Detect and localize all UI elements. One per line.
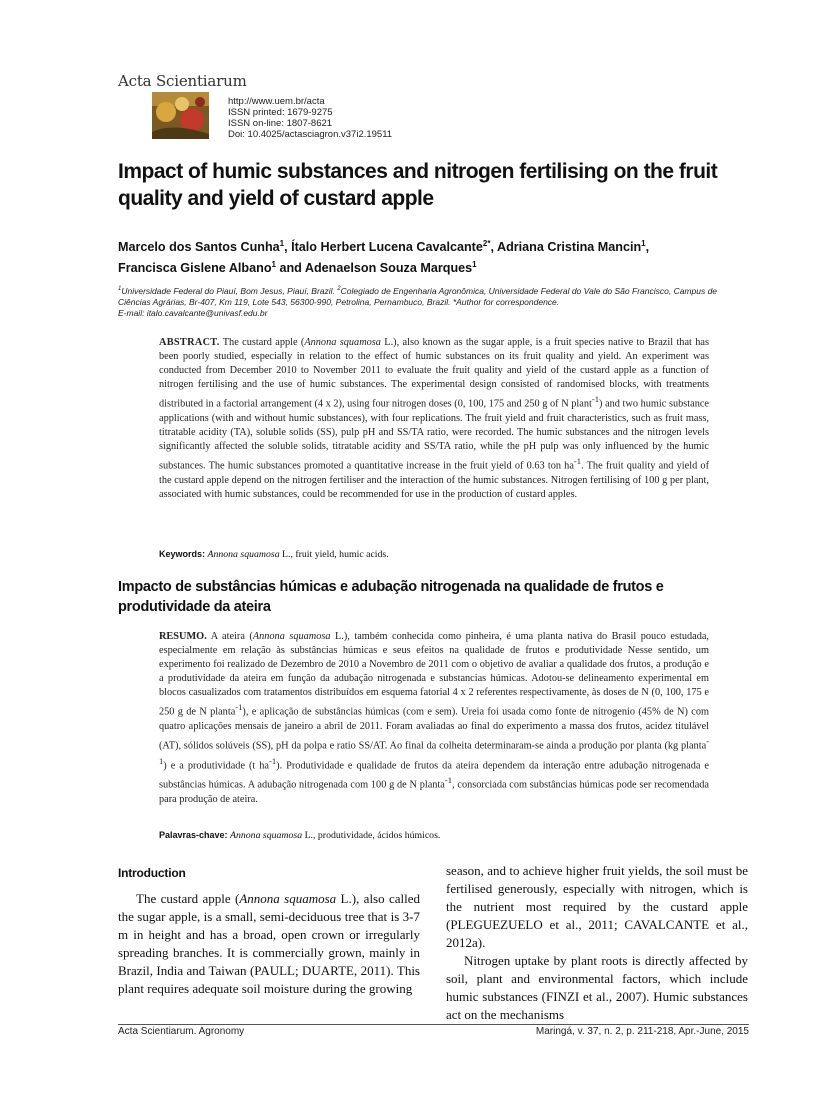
author-mark: 1: [271, 260, 276, 270]
species-name: Annona squamosa: [207, 549, 280, 560]
author-separator: and: [275, 261, 305, 276]
superscript: -1: [591, 394, 600, 405]
palavras-text: L., produtividade, ácidos húmicos.: [302, 830, 441, 841]
resumo-text: ) e a produtividade (t ha: [163, 760, 269, 772]
affil-2: Colegiado de Engenharia Agronômica, Universidade Federal do Vale do São Francisco, Campus de Ciências Agrárias, Br-407, Km 119, Lote 543, 56300-990, Petrolina, Pernambuco, Brazil. *Author for correspondence.: [118, 285, 718, 307]
intro-left-column: [118, 890, 420, 998]
author-separator: ,: [645, 240, 650, 255]
paragraph: season, and to achieve higher fruit yields, the soil must be fertilised generously, especially with nitrogen, which is the nutrient most required by the custard apple (PLEGUEZUELO et al., 2011; CAVALCANTE et al., 2012a).: [446, 863, 748, 950]
abstract-label: ABSTRACT.: [159, 337, 220, 348]
author-name: Ítalo Herbert Lucena Cavalcante: [291, 240, 483, 255]
portuguese-title: Impacto de substâncias húmicas e adubação nitrogenada na qualidade de frutos e produtividade da ateira: [118, 579, 664, 615]
resumo-label: RESUMO.: [159, 631, 207, 642]
affiliations: [118, 284, 728, 319]
footer-citation: Maringá, v. 37, n. 2, p. 211-218, Apr.-June, 2015: [535, 1026, 749, 1037]
journal-meta: [228, 96, 392, 140]
species-name: Annona squamosa: [230, 830, 303, 841]
abstract-text: The custard apple (: [219, 337, 305, 348]
doi[interactable]: Doi: 10.4025/actasciagron.v37i2.19511: [228, 129, 393, 140]
author-mark: 1: [279, 239, 285, 248]
keywords-text: L., fruit yield, humic acids.: [279, 549, 389, 560]
author-name: Adenaelson Souza Marques: [304, 261, 473, 276]
palavras-chave: [159, 830, 709, 841]
author-separator: ,: [490, 240, 497, 255]
intro-right-column: [446, 862, 748, 1024]
superscript: -1: [573, 456, 582, 467]
journal-url[interactable]: http://www.uem.br/acta: [228, 96, 325, 107]
species-name: Annona squamosa: [304, 337, 381, 348]
issn-printed: ISSN printed: 1679-9275: [228, 107, 333, 118]
author-mark: 1: [472, 260, 477, 270]
correspondence-email[interactable]: E-mail: italo.cavalcante@univasf.edu.br: [118, 307, 268, 318]
abstract-text: L.), also known as the sugar apple, is a fruit species native to Brazil that has been poorly studied, especially in relation to the effect of humic substances on its fruit quality and yield. An experiment was conducted from December 2010 to November 2011 to evaluate the fruit quality and yield of the custard apple as a function of nitrogen fertilising and the use of humic substances. The experimental design consisted of randomised blocks, with treatments distributed in a factorial arrangement (4 x 2), using four nitrogen doses (0, 100, 175 and 250 g of N plant: [159, 337, 709, 410]
resumo-text: A ateira (: [206, 631, 253, 642]
author-name: Marcelo dos Santos Cunha: [118, 240, 280, 255]
affil-mark: 2: [337, 286, 341, 292]
author-mark: 1: [641, 239, 646, 248]
superscript: -1: [444, 775, 453, 786]
journal-name: Acta Scientiarum: [118, 72, 247, 90]
footer-divider: [118, 1024, 749, 1025]
author-name: Francisca Gislene Albano: [118, 261, 272, 276]
resumo-text: ), e aplicação de substâncias húmicas (com e sem). Ureia foi usada como fonte de nitrogenio (45% de N) com quatro aplicações mensais de janeiro a abril de 2011. Foram avaliadas ao final do experimento a massa dos frutos, acidez titulável (AT), sólidos solúveis (SS), pH da polpa e ratio SS/AT. Ao final da colheita determinaram-se ainda a produção por planta (kg planta: [159, 706, 709, 752]
introduction-heading: Introduction: [118, 866, 186, 880]
abstract: [159, 336, 709, 502]
species-name: Annona squamosa: [252, 631, 331, 642]
superscript: -1: [235, 702, 243, 713]
author-separator: ,: [284, 240, 292, 255]
author-name: Adriana Cristina Mancin: [496, 240, 642, 255]
paragraph: [118, 890, 420, 998]
paragraph: Nitrogen uptake by plant roots is directly affected by soil, plant and environmental factors, which include humic substances (FINZI et al., 2007). Humic substances act on the mechanisms: [446, 953, 748, 1022]
paragraph-text: The custard apple (: [136, 891, 240, 906]
author-mark: 2*: [482, 239, 491, 248]
author-list: [118, 235, 728, 277]
issn-online: ISSN on-line: 1807-8621: [228, 118, 333, 129]
journal-logo-image: [152, 92, 209, 139]
paragraph-text: L.), also called the sugar apple, is a small, semi-deciduous tree that is 3-7 m in height and has a broad, open crown or irregularly spreading branches. It is commercially grown, mainly in Brazil, India and Taiwan (PAULL; DUARTE, 2011). This plant requires adequate soil moisture during the growing: [118, 891, 421, 996]
species-name: Annona squamosa: [239, 891, 337, 906]
resumo: [159, 630, 709, 807]
footer-journal: Acta Scientiarum. Agronomy: [118, 1026, 245, 1037]
keywords: [159, 549, 709, 560]
superscript: -1: [159, 736, 709, 766]
resumo-text: ). Produtividade e qualidade de frutos da ateira dependem da interação entre adubação nitrogenada e substâncias húmicas. A adubação nitrogenada com 100 g de N planta: [159, 760, 710, 791]
affil-mark: 1: [118, 286, 122, 292]
superscript: -1: [269, 755, 277, 766]
keywords-label: Keywords:: [159, 549, 206, 559]
paper-title: Impact of humic substances and nitrogen fertilising on the fruit quality and yield of custard apple: [118, 160, 718, 210]
resumo-text: , consorciada com substâncias húmicas pode ser recomendada para produção de ateira.: [159, 779, 709, 805]
resumo-text: L.), também conhecida como pinheira, é uma planta nativa do Brasil pouco estudada, especialmente em relação às substâncias húmicas e seus efeitos na qualidade de frutos e produtividade Nesse sentido, um experimento foi realizado de Dezembro de 2010 a Novembro de 2011 com o objetivo de avaliar a qualidade dos frutos, a produção e a produtividade da ateira em função da adubação nitrogenada e substancias húmicas. Adotou-se delineamento experimental em blocos casualizados com tratamentos distribuídos em esquema fatorial 4 x 2 referentes respectivamente, às doses de N (0, 100, 175 e 250 g de N planta: [159, 631, 709, 718]
abstract-text: ) and two humic substance applications (with and without humic substances), with four replications. The fruit yield and fruit characteristics, such as fruit mass, titratable acidity (TA), soluble solids (SS), pulp pH and SS/TA ratio, were recorded. The humic substances and the nitrogen levels significantly affected the soluble solids, titratable acidity and SS/TA ratio, while the pH pulp was only influenced by the humic substances. The humic substances promoted a quantitative increase in the fruit yield of 0.63 ton ha: [159, 398, 709, 472]
palavras-label: Palavras-chave:: [159, 830, 228, 840]
affil-1: Universidade Federal do Piauí, Bom Jesus, Piauí, Brazil.: [121, 285, 338, 296]
abstract-text: . The fruit quality and yield of the custard apple depend on the nitrogen fertiliser and the interaction of the humic substances. Nitrogen fertilising of 100 g per plant, associated with humic substances, could be recommended for use in the production of custard apples.: [159, 460, 709, 500]
